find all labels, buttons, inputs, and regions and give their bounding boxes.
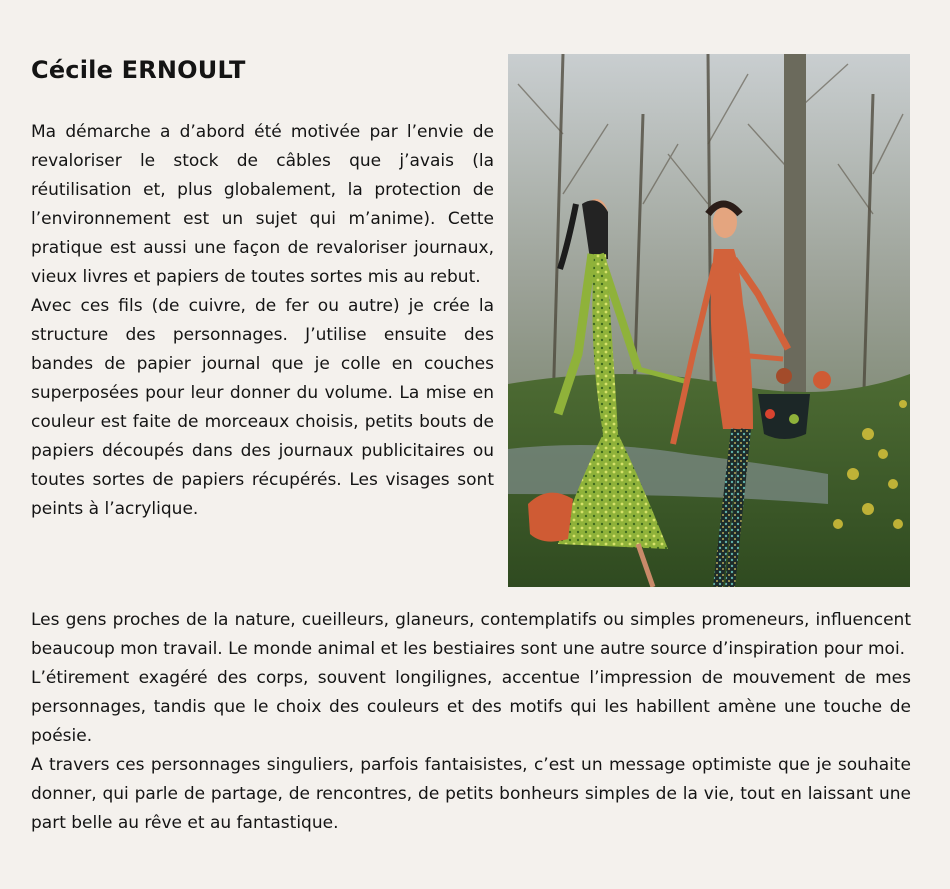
artist-name-heading: Cécile ERNOULT bbox=[31, 56, 246, 84]
intro-paragraph: Avec ces fils (de cuivre, de fer ou autre) je crée la structure des personnages. J’utilise ensuite des bandes de papier journal que je colle en couches superposées pour leur donner du volume. La mise en couleur est faite de morceaux choisis, petits bouts de papiers découpés dans des journaux publicitaires ou toutes sortes de papiers récupérés. Les visages sont peints à l’acrylique. bbox=[31, 296, 494, 519]
closing-paragraph: L’étirement exagéré des corps, souvent longilignes, accentue l’impression de mouvement de mes personnages, tandis que le choix des couleurs et des motifs qui les habillent amène une touche de poésie. bbox=[31, 668, 911, 746]
sculpture-photo bbox=[508, 54, 910, 587]
closing-paragraph: A travers ces personnages singuliers, parfois fantaisistes, c’est un message optimiste que je souhaite donner, qui parle de partage, de rencontres, de petits bonheurs simples de la vie, tout en laissant une part belle au rêve et au fantastique. bbox=[31, 755, 911, 833]
closing-text bbox=[31, 606, 911, 838]
closing-paragraph: Les gens proches de la nature, cueilleurs, glaneurs, contemplatifs ou simples promeneurs, influencent beaucoup mon travail. Le monde animal et les bestiaires sont une autre source d’inspiration pour moi. bbox=[31, 610, 911, 659]
intro-text bbox=[31, 118, 494, 524]
intro-paragraph: Ma démarche a d’abord été motivée par l’envie de revaloriser le stock de câbles que j’avais (la réutilisation et, plus globalement, la protection de l’environnement est un sujet qui m’anime). Cette pratique est aussi une façon de revaloriser journaux, vieux livres et papiers de toutes sortes mis au rebut. bbox=[31, 122, 494, 287]
